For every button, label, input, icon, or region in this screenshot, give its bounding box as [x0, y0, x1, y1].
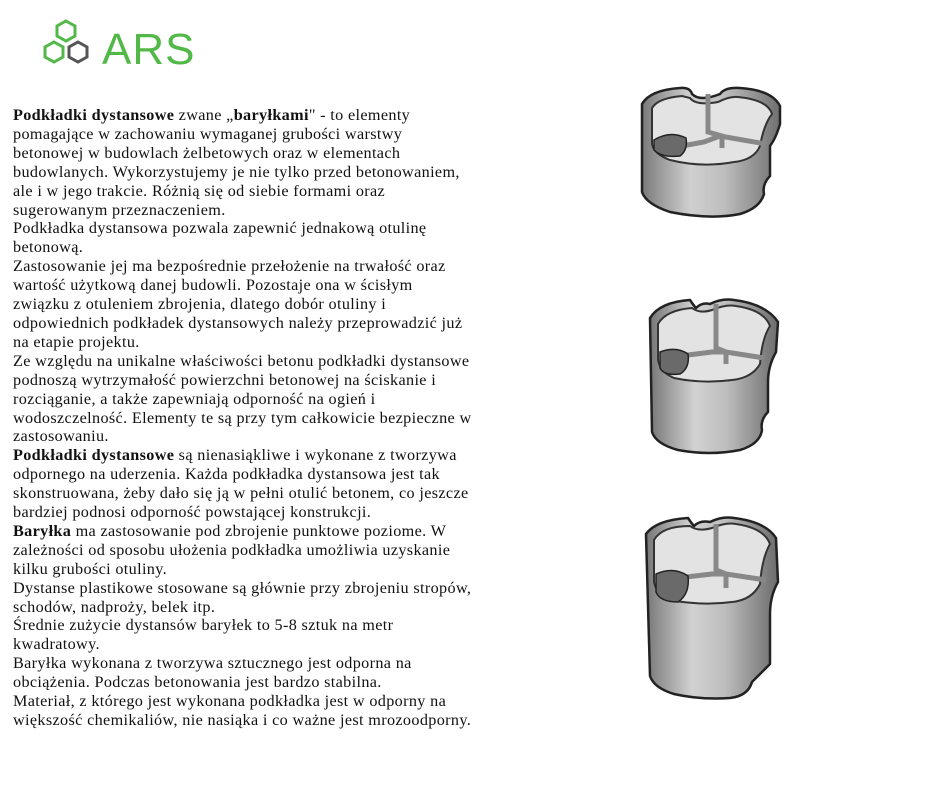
- description-text: [13, 106, 473, 730]
- paragraph: Baryłka wykonana z tworzywa sztucznego jest odporna na obciążenia. Podczas betonowania jest bardzo stabilna.: [13, 654, 412, 692]
- paragraph: [13, 522, 473, 579]
- paragraph: Średnie zużycie dystansów baryłek to 5-8 sztuk na metr kwadratowy.: [13, 616, 394, 654]
- text-span: ma zastosowanie pod zbrojenie punktowe poziome. W zależności od sposobu ułożenia podkładka umożliwia uzyskanie kilku grubości otuliny.: [13, 521, 451, 578]
- bold-term: Podkładki dystansowe: [13, 106, 175, 124]
- paragraph: Podkładka dystansowa pozwala zapewnić jednakową otulinę betonową.: [13, 219, 427, 257]
- paragraph: Zastosowanie jej ma bezpośrednie przełożenie na trwałość oraz wartość użytkową danej budowli. Pozostaje ona w ścisłym związku z otuleniem zbrojenia, dlatego dobór otuliny i odpowiednich podkładek dystansowych należy przeprowadzić już na etapie projektu.: [13, 257, 463, 351]
- text-span: są nienasiąkliwe i wykonane z tworzywa odpornego na uderzenia. Każda podkładka dystansowa jest tak skonstruowana, żeby dało się ją w pełni otulić betonem, co jeszcze bardziej podnosi odporność powstającej konstrukcji.: [13, 446, 469, 522]
- spacer-image-tall: [630, 292, 790, 460]
- ars-logo: [36, 18, 196, 78]
- paragraph-intro: [13, 106, 473, 219]
- paragraph: Ze względu na unikalne właściwości betonu podkładki dystansowe podnoszą wytrzymałość powierzchni betonowej na ściskanie i rozciąganie, a także zapewniają odporność na ogień i wodoszczelność. Elementy te są przy tym całkowicie bezpieczne w zastosowaniu.: [13, 351, 472, 446]
- bold-term: Baryłka: [13, 521, 72, 540]
- bold-term: baryłkami: [233, 106, 309, 124]
- bold-term: Podkładki dystansowe: [13, 446, 175, 465]
- spacer-image-tall-2: [630, 514, 790, 706]
- text-span: " - to elementy pomagające w zachowaniu wymaganej grubości warstwy betonowej w budowlach żelbetowych oraz w elementach budowlanych. Wykorzystujemy je nie tylko przed betonowaniem, ale i w jego trakcie. Różnią się od siebie formami oraz sugerowanym przeznaczeniem.: [13, 106, 460, 219]
- brand-name: ARS: [102, 25, 196, 74]
- paragraph: Dystanse plastikowe stosowane są głównie przy zbrojeniu stropów, schodów, nadproży, belek itp.: [13, 578, 472, 616]
- spacer-image-short: [630, 84, 790, 244]
- hexagon-logo-icon: [36, 18, 100, 78]
- text-span: zwane „: [174, 106, 234, 124]
- paragraph: [13, 446, 473, 522]
- paragraph: Materiał, z którego jest wykonana podkładka jest w odporny na większość chemikaliów, nie nasiąka i co ważne jest mrozoodporny.: [13, 692, 472, 729]
